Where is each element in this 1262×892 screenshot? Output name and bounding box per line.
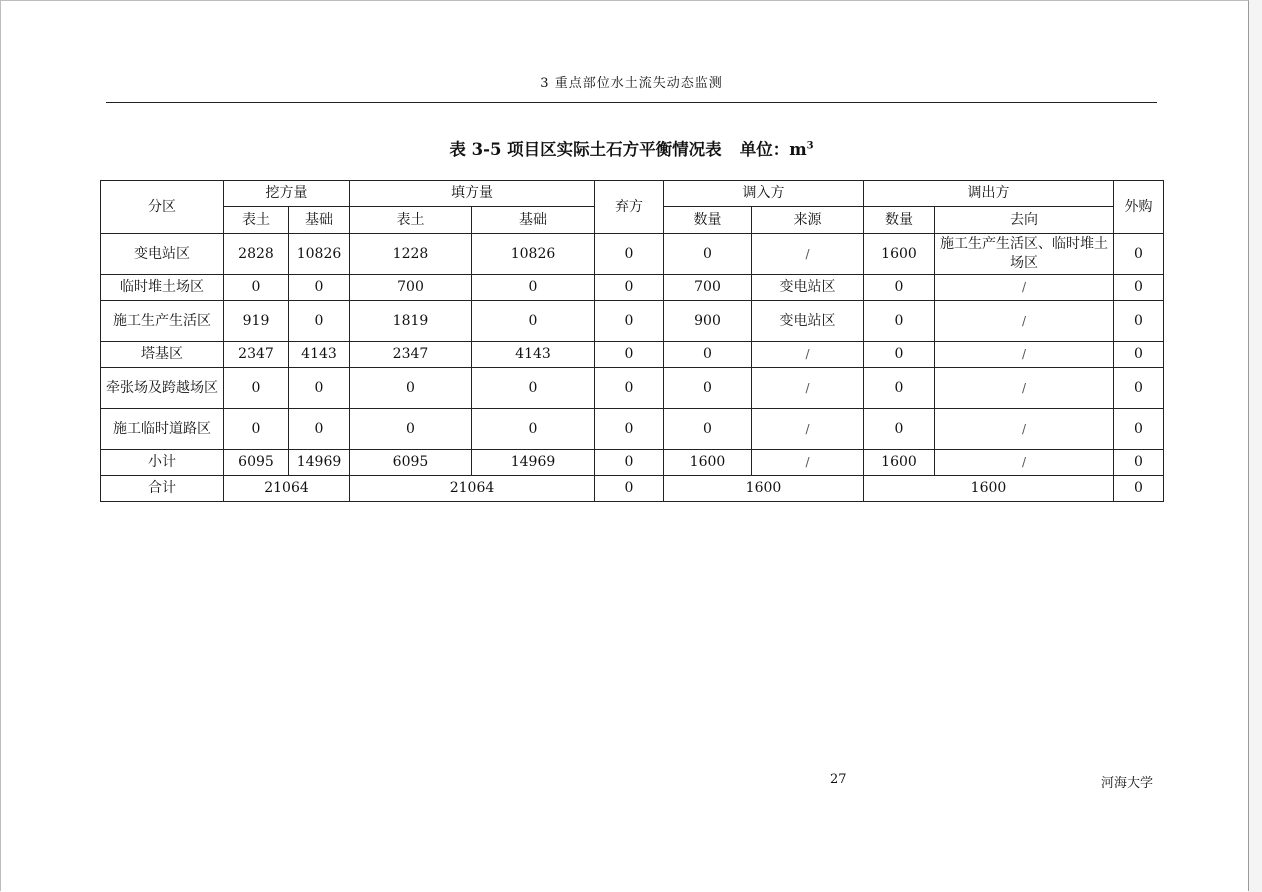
header-out-destination: 去向 [935,207,1114,234]
cell-fill-topsoil: 1228 [350,234,472,275]
cell-waste: 0 [595,368,664,409]
cell-in-quantity: 1600 [664,450,752,476]
cell-fill-topsoil: 0 [350,368,472,409]
cell-out-quantity: 0 [864,301,935,342]
cell-fill-foundation: 0 [472,368,595,409]
cell-fill-topsoil: 700 [350,275,472,301]
table-title-text: 表 3-5 项目区实际土石方平衡情况表 [449,140,722,159]
page-edge-shadow [1249,0,1262,892]
header-in-quantity: 数量 [664,207,752,234]
cell-in-source: 变电站区 [752,301,864,342]
cell-fill-topsoil: 6095 [350,450,472,476]
header-transfer-out: 调出方 [864,181,1114,207]
cell-purchase: 0 [1114,301,1164,342]
cell-out-quantity: 1600 [864,450,935,476]
cell-in-quantity: 0 [664,409,752,450]
cell-out-quantity: 0 [864,275,935,301]
running-header: 3 重点部位水土流失动态监测 [540,76,723,91]
cell-waste: 0 [595,450,664,476]
header-exc-foundation: 基础 [289,207,350,234]
cell-zone: 施工生产生活区 [101,301,224,342]
table-row [101,234,1164,275]
cell-out-quantity: 0 [864,342,935,368]
table-row [101,342,1164,368]
cell-total-excavation: 21064 [224,476,350,502]
cell-fill-foundation: 4143 [472,342,595,368]
table-row [101,301,1164,342]
cell-total-waste: 0 [595,476,664,502]
cell-out-quantity: 0 [864,368,935,409]
cell-fill-foundation: 0 [472,275,595,301]
cell-fill-foundation: 14969 [472,450,595,476]
cell-exc-topsoil: 0 [224,409,289,450]
publisher-label: 河海大学 [1101,776,1154,791]
cell-total-transfer-out: 1600 [864,476,1114,502]
cell-in-source: / [752,450,864,476]
header-out-quantity: 数量 [864,207,935,234]
header-purchase: 外购 [1114,181,1164,234]
cell-total-transfer-in: 1600 [664,476,864,502]
cell-zone: 牵张场及跨越场区 [101,368,224,409]
cell-zone: 临时堆土场区 [101,275,224,301]
cell-zone: 塔基区 [101,342,224,368]
cell-out-destination: / [935,450,1114,476]
cell-exc-topsoil: 0 [224,368,289,409]
cell-exc-topsoil: 2347 [224,342,289,368]
cell-exc-topsoil: 0 [224,275,289,301]
table-unit-superscript: 3 [806,140,814,152]
cell-exc-foundation: 0 [289,275,350,301]
cell-purchase: 0 [1114,275,1164,301]
cell-total-fill: 21064 [350,476,595,502]
cell-out-destination: / [935,301,1114,342]
cell-out-destination: / [935,409,1114,450]
cell-exc-foundation: 0 [289,368,350,409]
cell-out-quantity: 1600 [864,234,935,275]
cell-out-destination: / [935,368,1114,409]
cell-purchase: 0 [1114,234,1164,275]
table-unit-label: 单位：m [739,140,807,159]
header-exc-topsoil: 表土 [224,207,289,234]
cell-zone: 变电站区 [101,234,224,275]
header-excavation: 挖方量 [224,181,350,207]
cell-out-destination: / [935,342,1114,368]
cell-total-purchase: 0 [1114,476,1164,502]
page-number: 27 [830,772,847,787]
cell-in-source: / [752,368,864,409]
header-waste: 弃方 [595,181,664,234]
cell-out-destination: 施工生产生活区、临时堆土场区 [935,234,1114,275]
cell-in-quantity: 0 [664,342,752,368]
cell-in-quantity: 0 [664,234,752,275]
cell-out-destination: / [935,275,1114,301]
header-fill: 填方量 [350,181,595,207]
cell-purchase: 0 [1114,450,1164,476]
cell-in-source: 变电站区 [752,275,864,301]
cell-exc-topsoil: 2828 [224,234,289,275]
cell-waste: 0 [595,409,664,450]
total-row [101,476,1164,502]
cell-in-source: / [752,409,864,450]
cell-exc-foundation: 0 [289,301,350,342]
cell-purchase: 0 [1114,368,1164,409]
header-fill-foundation: 基础 [472,207,595,234]
table-row [101,275,1164,301]
cell-zone: 小计 [101,450,224,476]
cell-zone: 合计 [101,476,224,502]
cell-exc-foundation: 10826 [289,234,350,275]
header-in-source: 来源 [752,207,864,234]
header-transfer-in: 调入方 [664,181,864,207]
cell-fill-topsoil: 0 [350,409,472,450]
cell-waste: 0 [595,275,664,301]
table-row [101,409,1164,450]
header-zone: 分区 [101,181,224,234]
cell-exc-foundation: 14969 [289,450,350,476]
cell-fill-foundation: 10826 [472,234,595,275]
cell-fill-foundation: 0 [472,301,595,342]
cell-fill-topsoil: 1819 [350,301,472,342]
table-title [100,136,1163,160]
cell-in-quantity: 900 [664,301,752,342]
cell-in-source: / [752,342,864,368]
header-row-top [101,181,1164,207]
cell-waste: 0 [595,301,664,342]
cell-fill-foundation: 0 [472,409,595,450]
cell-purchase: 0 [1114,409,1164,450]
cell-exc-foundation: 0 [289,409,350,450]
subtotal-row [101,450,1164,476]
cell-zone: 施工临时道路区 [101,409,224,450]
cell-fill-topsoil: 2347 [350,342,472,368]
cell-exc-foundation: 4143 [289,342,350,368]
header-rule [106,102,1157,103]
cell-waste: 0 [595,342,664,368]
cell-out-quantity: 0 [864,409,935,450]
cell-waste: 0 [595,234,664,275]
cell-in-quantity: 700 [664,275,752,301]
header-fill-topsoil: 表土 [350,207,472,234]
table-row [101,368,1164,409]
cell-in-source: / [752,234,864,275]
earthwork-balance-table [100,180,1164,502]
cell-exc-topsoil: 6095 [224,450,289,476]
cell-purchase: 0 [1114,342,1164,368]
cell-exc-topsoil: 919 [224,301,289,342]
cell-in-quantity: 0 [664,368,752,409]
